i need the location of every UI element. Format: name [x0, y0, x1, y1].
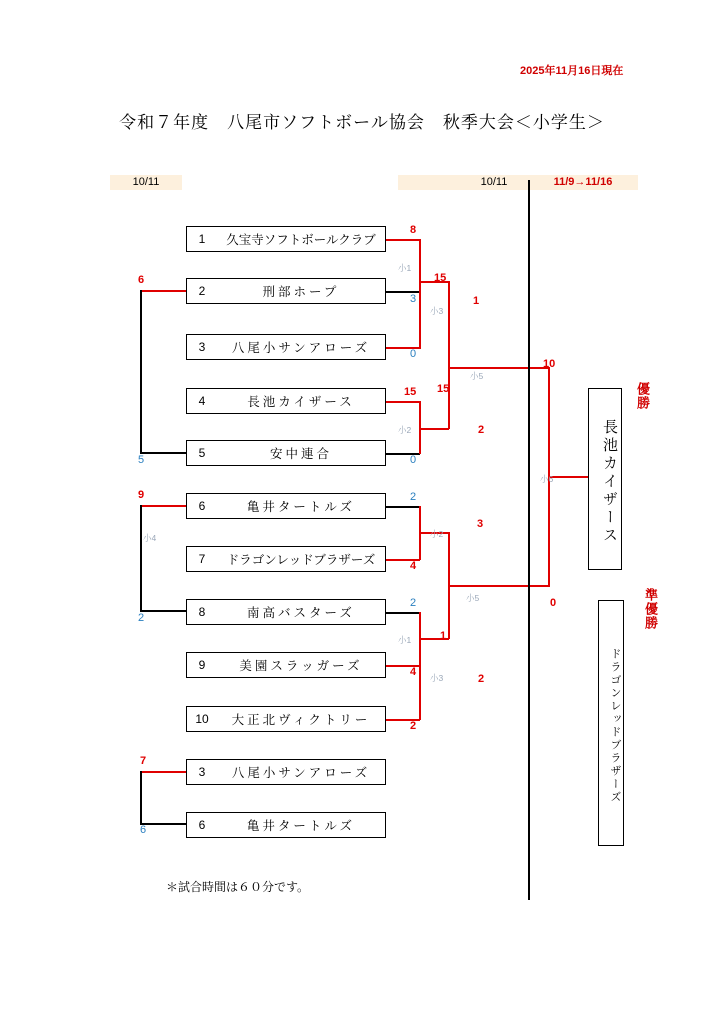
team-seed-c1: 3	[198, 765, 206, 779]
team-row-9	[186, 652, 386, 678]
score-consolation-top: 7	[140, 755, 147, 767]
team-seed-5: 5	[198, 446, 206, 460]
score-left-t2: 6	[138, 274, 145, 286]
score-left-t8: 2	[138, 612, 145, 624]
game-label-g13: 小3	[430, 306, 444, 316]
round-band-left: 10/11	[110, 175, 182, 190]
game-label-g1: 小1	[398, 635, 412, 645]
score-r2-b: 1	[473, 295, 480, 307]
line-left-c2	[140, 823, 186, 825]
team-seed-7: 7	[198, 552, 206, 566]
game-label-g2b: 小2	[430, 529, 444, 539]
score-final-bottom: 0	[550, 597, 557, 609]
line-r1-g3-top	[386, 506, 420, 508]
score-r1-t3: 0	[410, 348, 417, 360]
team-row-consolation-2	[186, 812, 386, 838]
score-r2-a: 15	[434, 272, 447, 284]
score-r1-t1: 8	[410, 224, 417, 236]
team-name-c2: 亀井タートルズ	[246, 818, 356, 833]
game-label-g5: 小5	[470, 371, 484, 381]
score-r2-f: 2	[478, 673, 485, 685]
team-name-9: 美園スラッガーズ	[239, 658, 363, 673]
line-left-6	[140, 505, 186, 507]
line-left-5	[140, 452, 186, 454]
score-r1-t8: 2	[410, 597, 417, 609]
team-seed-10: 10	[195, 712, 209, 726]
line-left-2	[140, 290, 186, 292]
score-r1-t6: 2	[410, 491, 417, 503]
team-name-7: ドラゴンレッドブラザーズ	[226, 552, 376, 567]
score-final-top: 10	[543, 358, 556, 370]
footnote: ＊試合時間は６０分です。	[166, 880, 310, 894]
winner-box: 長池カイザース	[588, 388, 622, 570]
runner-up-label: 準優勝	[642, 588, 657, 630]
game-label-g11: 小1	[398, 263, 412, 273]
score-r2-a2: 15	[437, 383, 450, 395]
team-row-6	[186, 493, 386, 519]
team-row-3	[186, 334, 386, 360]
game-label-g4: 小4	[143, 533, 157, 543]
team-seed-6: 6	[198, 499, 206, 513]
score-left-t6: 9	[138, 489, 145, 501]
team-name-6: 亀井タートルズ	[246, 499, 356, 514]
game-label-g6: 小6	[540, 474, 554, 484]
team-seed-9: 9	[198, 658, 206, 672]
line-r1-g2-top	[386, 401, 420, 403]
score-left-t5: 5	[138, 454, 145, 466]
score-r2-e: 1	[440, 630, 447, 642]
team-row-10	[186, 706, 386, 732]
line-left-vert-2-5	[140, 290, 142, 453]
line-sf-top	[487, 367, 549, 369]
line-r2-out-top	[448, 367, 488, 369]
team-row-consolation-1	[186, 759, 386, 785]
line-r2-out-bottom	[448, 585, 488, 587]
line-left-vert-c	[140, 771, 142, 824]
game-label-g3: 小3	[430, 673, 444, 683]
score-r1-t9: 4	[410, 666, 417, 678]
score-r1-t5: 0	[410, 454, 417, 466]
runner-up-box: ドラゴンレッドブラザーズ	[598, 600, 624, 846]
line-r1-mid-vert-a	[419, 281, 421, 349]
line-r2-vert-top	[448, 281, 450, 429]
line-r1-g4-top	[386, 612, 420, 614]
team-seed-2: 2	[198, 284, 206, 298]
line-r1-mid-vert-b	[419, 638, 421, 720]
team-name-c1: 八尾小サンアローズ	[231, 765, 371, 780]
team-seed-4: 4	[198, 394, 206, 408]
line-r1-g2-out	[419, 428, 449, 430]
team-name-2: 刑部ホープ	[262, 284, 340, 299]
score-r2-d: 3	[477, 518, 484, 530]
game-label-g12: 小2	[398, 425, 412, 435]
score-r2-c: 2	[478, 424, 485, 436]
score-r1-t10: 2	[410, 720, 417, 732]
line-final-out	[548, 476, 590, 478]
round-band-right: 11/9→11/16	[528, 175, 638, 190]
team-name-4: 長池カイザース	[247, 394, 355, 409]
line-left-8	[140, 610, 186, 612]
team-row-5	[186, 440, 386, 466]
team-seed-c2: 6	[198, 818, 206, 832]
team-name-3: 八尾小サンアローズ	[231, 340, 371, 355]
team-row-1	[186, 226, 386, 252]
team-row-4	[186, 388, 386, 414]
line-r1-g1-top	[386, 239, 420, 241]
team-name-1: 久宝寺ソフトボールクラブ	[226, 232, 376, 247]
line-sf-bottom	[487, 585, 549, 587]
line-left-c1	[140, 771, 186, 773]
score-r1-t4: 15	[404, 386, 417, 398]
line-left-vert-6-8	[140, 505, 142, 611]
team-row-8	[186, 599, 386, 625]
date-note: 2025年11月16日現在	[520, 65, 624, 77]
page-title: 令和７年度 八尾市ソフトボール協会 秋季大会＜小学生＞	[119, 113, 605, 133]
team-name-5: 安中連合	[269, 446, 332, 461]
winner-label: 優勝	[634, 382, 649, 410]
team-seed-1: 1	[198, 232, 206, 246]
team-row-2	[186, 278, 386, 304]
score-consolation-bottom: 6	[140, 824, 147, 836]
team-seed-8: 8	[198, 605, 206, 619]
team-row-7	[186, 546, 386, 572]
round-band-middle: 10/11	[398, 175, 590, 190]
final-round-divider	[528, 180, 530, 900]
score-r1-t2: 3	[410, 293, 417, 305]
team-name-8: 南高バスターズ	[247, 605, 355, 620]
team-name-10: 大正北ヴィクトリー	[231, 712, 371, 727]
game-label-g5b: 小5	[466, 593, 480, 603]
score-r1-t7: 4	[410, 560, 417, 572]
team-seed-3: 3	[198, 340, 206, 354]
